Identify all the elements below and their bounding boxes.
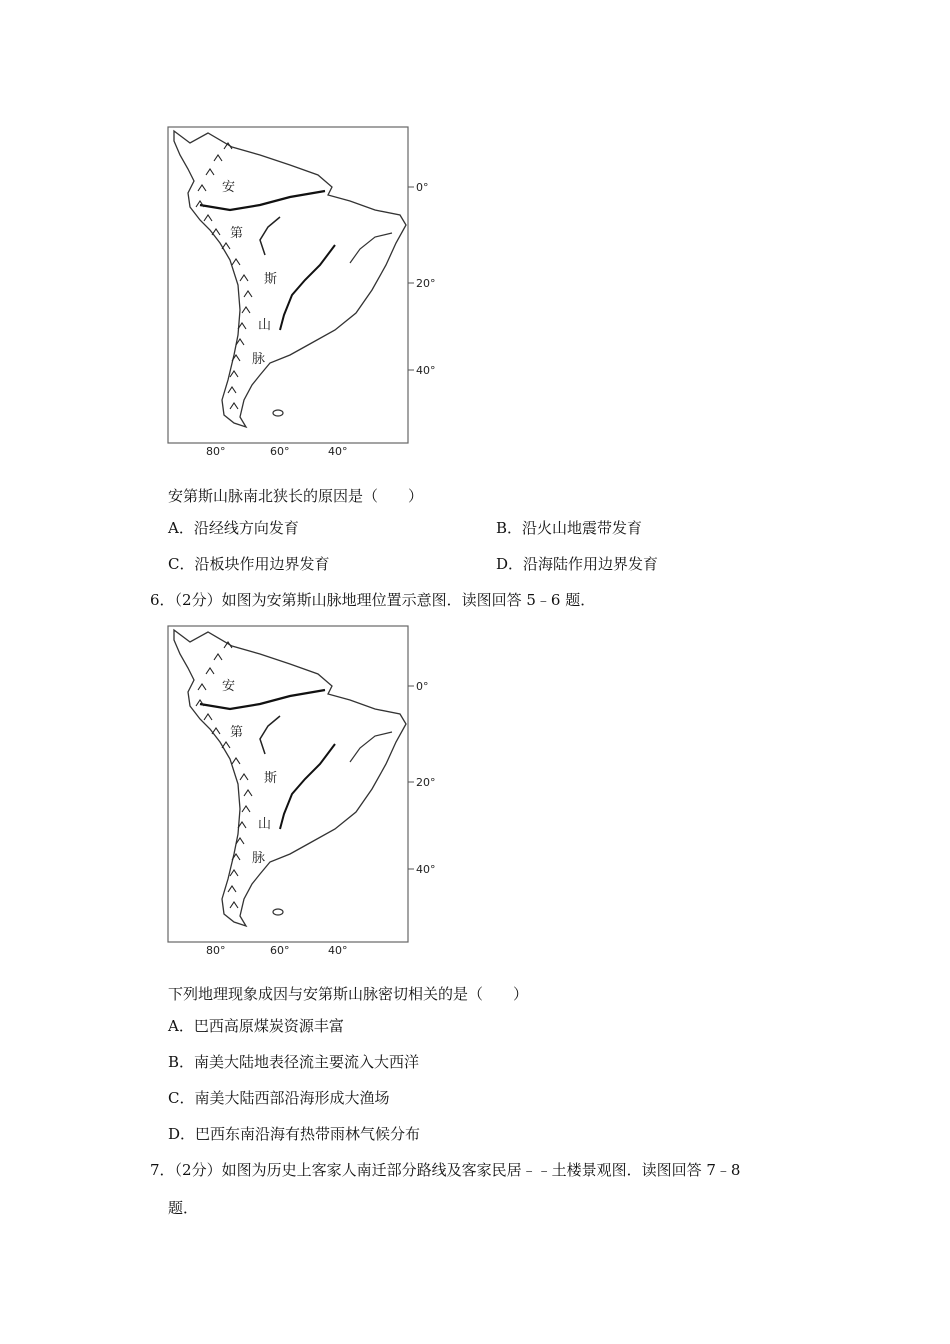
- tributary: [260, 716, 280, 754]
- lon-label-60: 60°: [270, 944, 290, 954]
- south-america-map: [160, 624, 450, 954]
- lat-label-20: 20°: [416, 776, 436, 789]
- q5-stem: 安第斯山脉南北狭长的原因是（ ）: [168, 487, 424, 505]
- q6-option-a[interactable]: A．巴西高原煤炭资源丰富: [168, 1017, 344, 1035]
- parana-river: [280, 744, 335, 829]
- andes-map-1: [160, 125, 450, 455]
- amazon-river: [200, 690, 325, 709]
- q6-stem: 下列地理现象成因与安第斯山脉密切相关的是（ ）: [168, 985, 529, 1003]
- lat-label-20: 20°: [416, 277, 436, 290]
- lon-label-60: 60°: [270, 445, 290, 455]
- range-char-1: 安: [222, 180, 236, 195]
- range-char-2: 第: [230, 725, 244, 740]
- q5-option-d[interactable]: D．沿海陆作用边界发育: [496, 555, 659, 573]
- lat-label-0: 0°: [416, 181, 429, 194]
- range-char-3: 斯: [264, 272, 278, 287]
- lon-label-40: 40°: [328, 944, 348, 954]
- lon-label-80: 80°: [206, 445, 226, 455]
- lat-label-0: 0°: [416, 680, 429, 693]
- q7-header-line2: 题．: [168, 1199, 199, 1217]
- range-char-2: 第: [230, 226, 244, 241]
- range-char-3: 斯: [264, 771, 278, 786]
- q6-header: 6．（2分）如图为安第斯山脉地理位置示意图．读图回答 5﹣6 题．: [150, 591, 596, 609]
- q5-option-c[interactable]: C．沿板块作用边界发育: [168, 555, 330, 573]
- lon-label-80: 80°: [206, 944, 226, 954]
- continent-outline: [174, 630, 406, 926]
- range-char-5: 脉: [252, 851, 266, 866]
- q6-option-b[interactable]: B．南美大陆地表径流主要流入大西洋: [168, 1053, 420, 1071]
- amazon-river: [200, 191, 325, 210]
- q6-option-c[interactable]: C．南美大陆西部沿海形成大渔场: [168, 1089, 390, 1107]
- lat-label-40: 40°: [416, 364, 436, 377]
- andes-map-2: [160, 624, 450, 954]
- range-char-4: 山: [258, 817, 272, 832]
- lat-label-40: 40°: [416, 863, 436, 876]
- parana-river: [280, 245, 335, 330]
- q6-option-d[interactable]: D．巴西东南沿海有热带雨林气候分布: [168, 1125, 421, 1143]
- continent-outline: [174, 131, 406, 427]
- coast-inner: [350, 233, 392, 263]
- q5-option-b[interactable]: B．沿火山地震带发育: [496, 519, 643, 537]
- q5-option-a[interactable]: A．沿经线方向发育: [168, 519, 299, 537]
- q7-header-line1: 7．（2分）如图为历史上客家人南迁部分路线及客家民居﹣﹣土楼景观图．读图回答 7﹣8: [150, 1161, 741, 1179]
- range-char-4: 山: [258, 318, 272, 333]
- range-char-5: 脉: [252, 352, 266, 367]
- tributary: [260, 217, 280, 255]
- range-char-1: 安: [222, 679, 236, 694]
- lon-label-40: 40°: [328, 445, 348, 455]
- south-america-map: [160, 125, 450, 455]
- coast-inner: [350, 732, 392, 762]
